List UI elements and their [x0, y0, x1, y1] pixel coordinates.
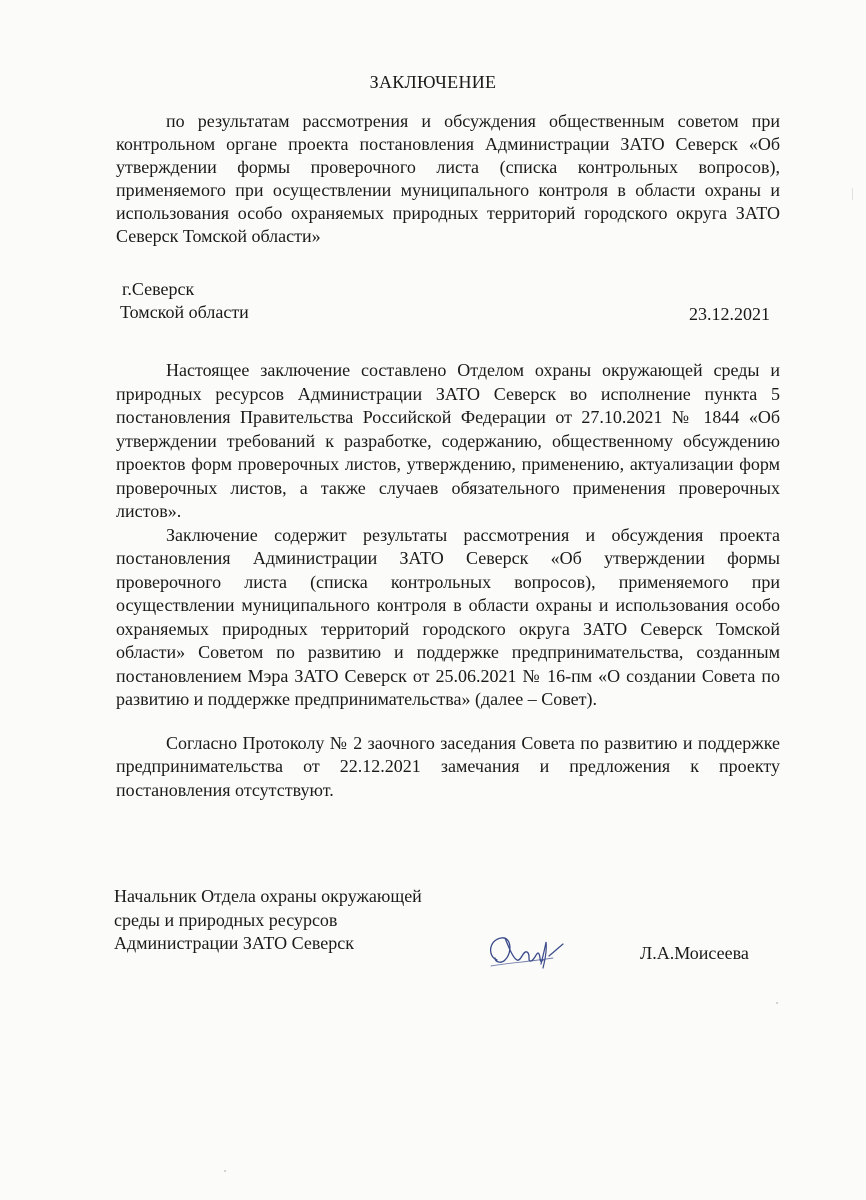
handwritten-signature: [483, 930, 573, 975]
signatory-position: [114, 885, 422, 956]
position-line-3: Администрации ЗАТО Северск: [114, 933, 354, 953]
paragraph-2: Заключение содержит результаты рассмотрения и обсуждения проекта постановления Администрации ЗАТО Северск «Об утверждении формы проверочного листа (списка контрольных вопросов), применяемого при осуществлении муниципального контроля в области охраны и использования особо охраняемых природных территорий городского округа ЗАТО Северск Томской области» Советом по развитию и поддержке предпринимательства, созданным постановлением Мэра ЗАТО Северск от 25.06.2021 № 16-пм «О создании Совета по развитию и поддержке предпринимательства» (далее – Совет).: [116, 524, 780, 709]
scan-speck: [224, 1170, 226, 1172]
scan-speck: [776, 1002, 778, 1004]
paragraph-1: Настоящее заключение составлено Отделом охраны окружающей среды и природных ресурсов Администрации ЗАТО Северск во исполнение пункта 5 постановления Правительства Российской Федерации от 27.10.2021 № 1844 «Об утверждении требований к разработке, содержанию, общественному обсуждению проектов форм проверочных листов, утверждению, применению, актуализации форм проверочных листов, а также случаев обязательного применения проверочных листов».: [116, 360, 780, 521]
place-of-issue: [120, 278, 249, 324]
position-line-2: среды и природных ресурсов: [114, 909, 338, 930]
document-subject: по результатам рассмотрения и обсуждения общественным советом при контрольном органе проекта постановления Администрации ЗАТО Северск «Об утверждении формы проверочного листа (списка контрольных вопросов), применяемого при осуществлении муниципального контроля в области охраны и использования особо охраняемых природных территорий городского округа ЗАТО Северск Томской области»: [116, 111, 780, 246]
place-city: г.Северск: [122, 279, 195, 299]
position-line-1: Начальник Отдела охраны окружающей: [114, 886, 422, 906]
document-body: [116, 359, 780, 802]
place-region: Томской области: [120, 302, 249, 322]
document-title: ЗАКЛЮЧЕНИЕ: [369, 72, 497, 92]
signatory-name: Л.А.Моисеева: [640, 943, 749, 963]
paragraph-3: Согласно Протоколу № 2 заочного заседания Совета по развитию и поддержке предпринимательства от 22.12.2021 замечания и предложения к проекту постановления отсутствуют.: [116, 732, 780, 800]
scan-speck: [852, 188, 853, 200]
document-date: 23.12.2021: [689, 304, 770, 324]
